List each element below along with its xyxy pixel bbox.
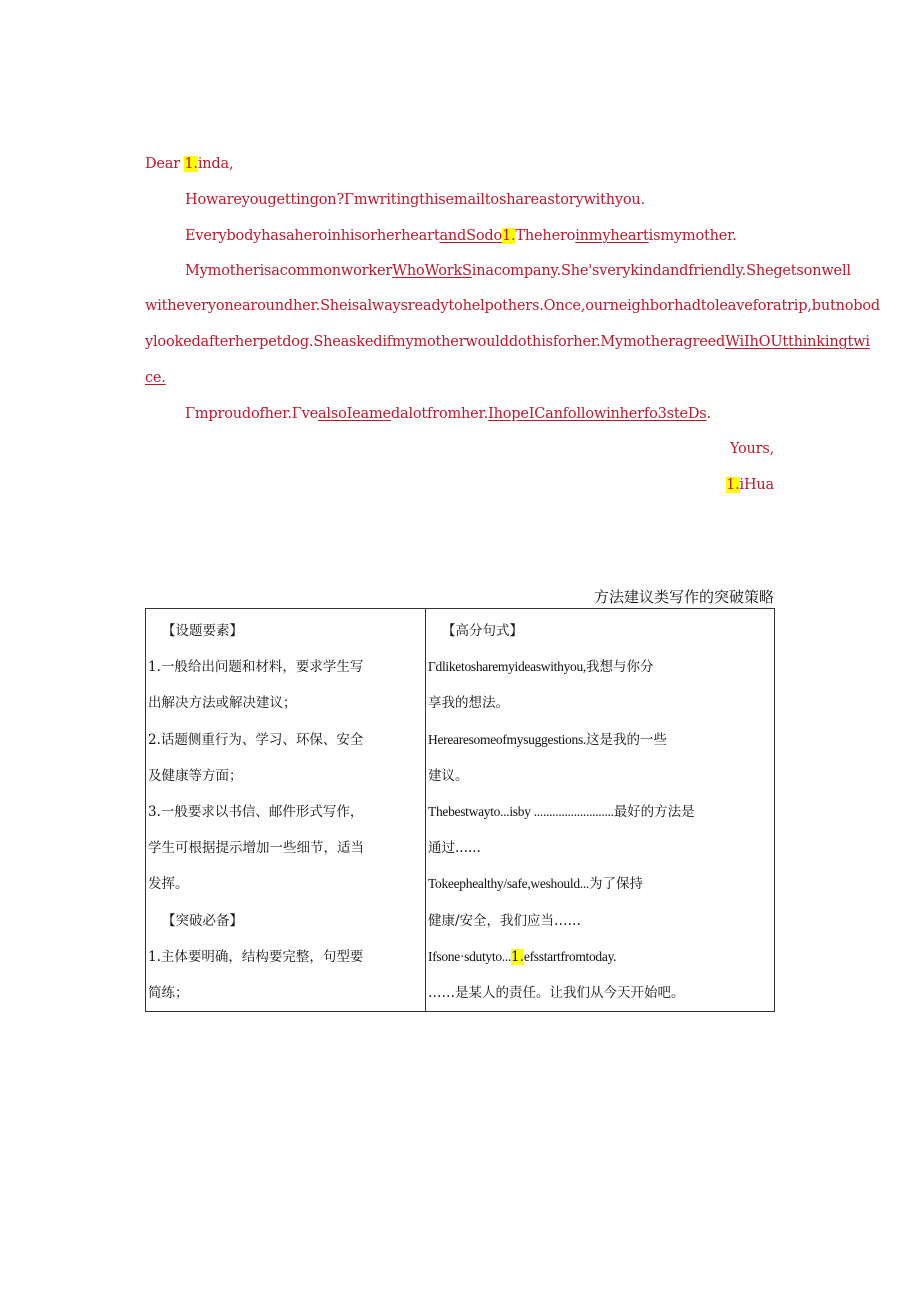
text-segment: Everybodyhasaheroinhisorherheart: [185, 228, 440, 244]
letter-greeting: [145, 156, 233, 172]
chinese-text: 建议。: [428, 767, 469, 784]
strategy-table: [145, 608, 775, 1012]
underlined-segment: alsoIeame: [317, 406, 391, 422]
greeting-text: Dear: [145, 156, 185, 172]
text-segment: .: [706, 406, 711, 422]
english-text: Ifsone·sdutyto...: [428, 948, 512, 964]
text-segment: inacompany.She'sverykindandfriendly.Shegetsonwell: [471, 263, 851, 279]
right-line: [428, 975, 772, 1011]
left-line: 3.一般要求以书信、邮件形式写作，: [148, 803, 364, 820]
right-line: [428, 830, 772, 866]
left-line: 1.主体要明确，结构要完整，句型要: [148, 948, 364, 965]
right-line: [428, 866, 772, 902]
underlined-segment: WiIhOUtthinkingtwi: [725, 334, 870, 350]
left-column: [146, 609, 426, 1012]
right-line: [428, 649, 772, 685]
text-segment: Γmproudofher.Γve: [185, 406, 318, 422]
text-segment: dalotfromher.: [390, 406, 489, 422]
text-segment: Thehero: [515, 228, 576, 244]
chinese-text: ……是某人的责任。让我们从今天开始吧。: [428, 984, 685, 1001]
left-header: 【突破必备】: [162, 912, 243, 929]
highlight-mark: 1.: [726, 477, 740, 493]
signature-name: iHua: [739, 477, 774, 493]
greeting-name: inda,: [197, 156, 234, 172]
left-line: 1.一般给出问题和材料，要求学生写: [148, 659, 364, 676]
letter-line-2: [185, 228, 737, 244]
highlight-mark: 1.: [502, 228, 516, 244]
letter-line-5: [145, 334, 870, 350]
highlight-mark: 1.: [184, 156, 198, 172]
right-line: [428, 685, 772, 721]
right-line: [428, 939, 772, 975]
text-segment: Mymotherisacommonworker: [185, 263, 393, 279]
underlined-segment: IhopeICanfollowinherfo3steDs: [488, 406, 707, 422]
letter-line-7: [185, 406, 711, 422]
right-line: [428, 794, 772, 830]
highlight-mark: 1.: [511, 948, 524, 965]
chinese-text: 享我的想法。: [428, 695, 509, 712]
letter-signature: [726, 477, 774, 493]
left-header: 【设题要素】: [162, 623, 243, 639]
right-header: 【高分句式】: [442, 623, 523, 639]
english-text: efsstartfromtoday.: [523, 948, 617, 964]
chinese-text: 这是我的一些: [585, 731, 667, 748]
left-line: 及健康等方面；: [148, 767, 243, 784]
text-segment: ylookedafterherpetdog.Sheaskedifmymotherwoulddothisforher.Mymotheragreed: [145, 334, 726, 350]
section-title: 方法建议类写作的突破策略: [593, 588, 774, 606]
underlined-segment: andSodo: [439, 228, 502, 244]
right-line: [428, 722, 772, 758]
letter-closing: Yours,: [729, 441, 774, 457]
english-text: Herearesomeofmysuggestions.: [428, 731, 586, 747]
letter-line-3: [185, 263, 851, 279]
letter-line-4: witheveryonearoundher.Sheisalwaysreadytohelpothers.Once,ourneighborhadtoleaveforatrip,butnobod: [145, 298, 880, 314]
left-line: 出解决方法或解决建议；: [148, 695, 297, 712]
right-line: [428, 903, 772, 939]
right-column: [426, 609, 775, 1012]
english-text: Thebestwayto...isby ..........................: [428, 803, 614, 819]
left-line: 2.话题侧重行为、学习、环保、安全: [148, 731, 364, 748]
underlined-segment: WhoWorkS: [392, 263, 472, 279]
chinese-text: 为了保持: [589, 876, 644, 893]
letter-line-1: Howareyougettingon?Γmwritingthisemailtoshareastorywithyou.: [185, 192, 645, 208]
english-text: Tokeephealthy/safe,weshould...: [428, 876, 590, 892]
chinese-text: 最好的方法是: [613, 803, 695, 820]
chinese-text: 我想与你分: [586, 659, 654, 676]
left-line: 发挥。: [148, 876, 189, 893]
text-segment: ismymother.: [648, 228, 737, 244]
left-line: 简练；: [148, 984, 189, 1001]
left-line: 学生可根据提示增加一些细节，适当: [148, 840, 364, 857]
right-line: [428, 758, 772, 794]
chinese-text: 通过......: [428, 840, 481, 857]
chinese-text: 健康/安全，我们应当……: [428, 912, 582, 929]
english-text: Γdliketosharemyideaswithyou,: [428, 659, 586, 675]
underlined-segment: inmyheart: [575, 228, 649, 244]
letter-line-6: ce.: [145, 370, 166, 386]
